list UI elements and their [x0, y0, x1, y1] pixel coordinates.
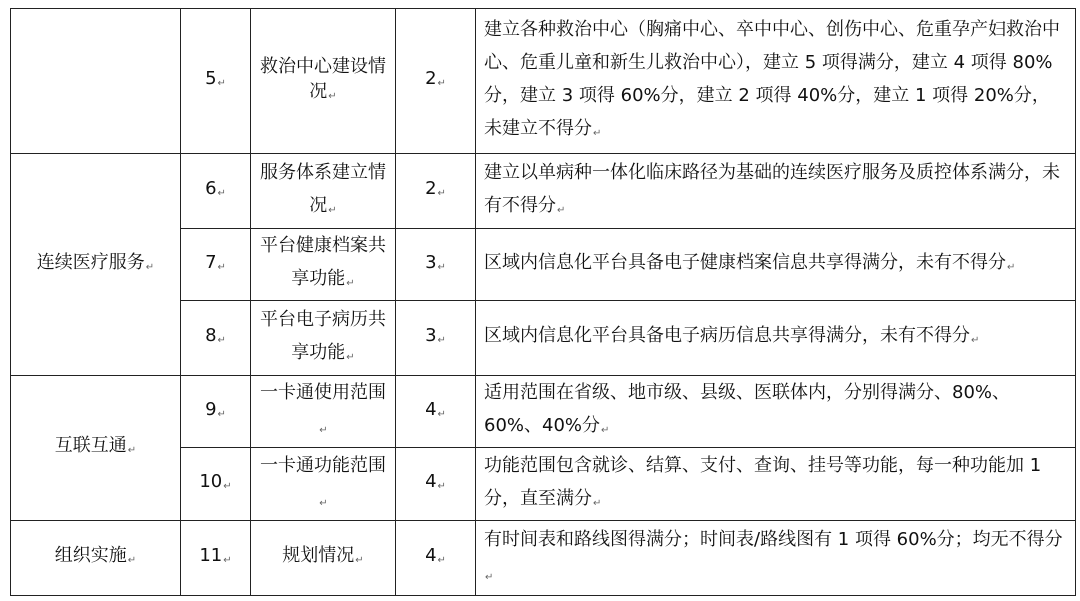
- category-cell-empty: [11, 9, 181, 154]
- item-name: 一卡通功能范围↵: [251, 448, 396, 521]
- criteria-text: 有时间表和路线图得满分；时间表/路线图有 1 项得 60%分；均无不得分↵: [476, 521, 1076, 596]
- table-row: [11, 154, 1076, 229]
- item-name: 服务体系建立情况↵: [251, 154, 396, 229]
- row-number: 10↵: [181, 448, 251, 521]
- criteria-text: 功能范围包含就诊、结算、支付、查询、挂号等功能，每一种功能加 1 分，直至满分↵: [476, 448, 1076, 521]
- item-name: 救治中心建设情况↵: [251, 9, 396, 154]
- points: 4↵: [396, 376, 476, 448]
- row-number: 7↵: [181, 229, 251, 301]
- table-row: [11, 521, 1076, 596]
- criteria-text: 区域内信息化平台具备电子病历信息共享得满分，未有不得分↵: [476, 301, 1076, 376]
- row-number: 8↵: [181, 301, 251, 376]
- item-name: 规划情况↵: [251, 521, 396, 596]
- points: 4↵: [396, 521, 476, 596]
- criteria-text: 建立各种救治中心（胸痛中心、卒中中心、创伤中心、危重孕产妇救治中心、危重儿童和新生儿救治中心），建立 5 项得满分，建立 4 项得 80%分，建立 3 项得 60%分，建立 2 项得 40%分，建立 1 项得 20%分，未建立不得分↵: [476, 9, 1076, 154]
- row-number: 5↵: [181, 9, 251, 154]
- criteria-text: 适用范围在省级、地市级、县级、医联体内，分别得满分、80%、60%、40%分↵: [476, 376, 1076, 448]
- points: 2↵: [396, 154, 476, 229]
- points: 3↵: [396, 229, 476, 301]
- row-number: 6↵: [181, 154, 251, 229]
- table-row: [11, 376, 1076, 448]
- item-name: 平台健康档案共享功能↵: [251, 229, 396, 301]
- category-cell: 互联互通↵: [11, 376, 181, 521]
- points: 3↵: [396, 301, 476, 376]
- points: 4↵: [396, 448, 476, 521]
- scoring-table: [10, 8, 1076, 596]
- table-row: [11, 9, 1076, 154]
- criteria-text: 建立以单病种一体化临床路径为基础的连续医疗服务及质控体系满分，未有不得分↵: [476, 154, 1076, 229]
- row-number: 9↵: [181, 376, 251, 448]
- item-name: 平台电子病历共享功能↵: [251, 301, 396, 376]
- category-cell: 组织实施↵: [11, 521, 181, 596]
- criteria-text: 区域内信息化平台具备电子健康档案信息共享得满分，未有不得分↵: [476, 229, 1076, 301]
- row-number: 11↵: [181, 521, 251, 596]
- points: 2↵: [396, 9, 476, 154]
- item-name: 一卡通使用范围↵: [251, 376, 396, 448]
- category-cell: 连续医疗服务↵: [11, 154, 181, 376]
